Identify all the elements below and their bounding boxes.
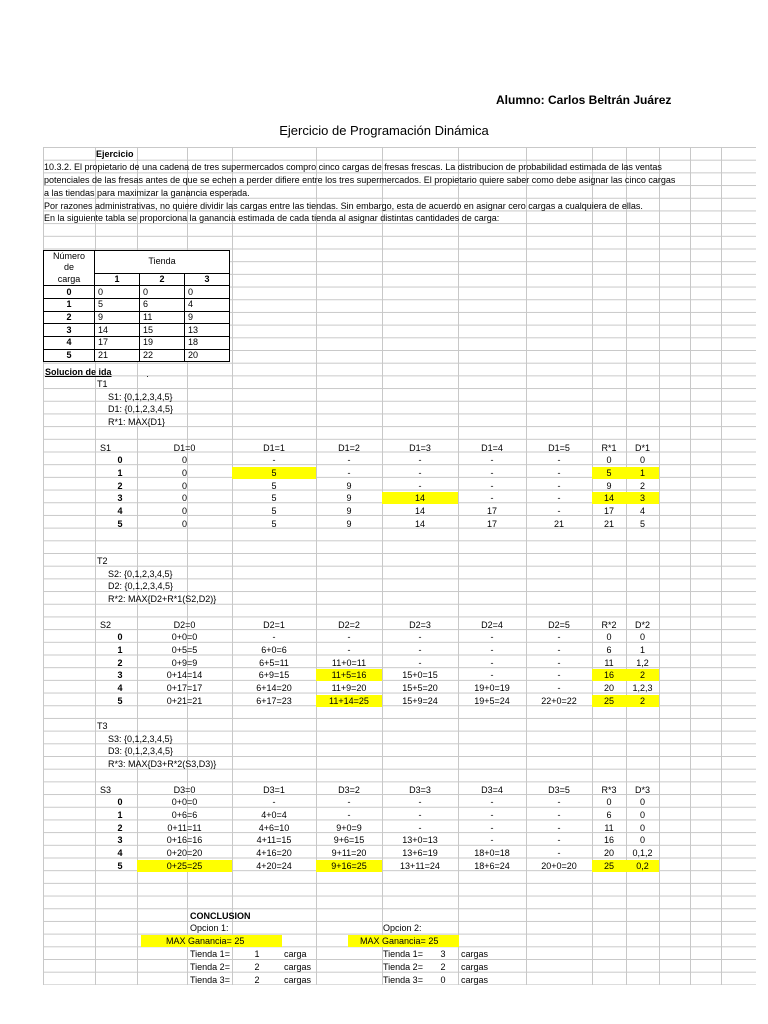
stage-d5-cell: - bbox=[557, 632, 561, 643]
stage-col-header: D2=2 bbox=[338, 619, 360, 630]
stage-state-cell: 4 bbox=[117, 848, 123, 858]
stage-rmax-cell: 20 bbox=[603, 683, 614, 693]
stage-d0-cell: 0+9=9 bbox=[171, 657, 198, 668]
stage-d5-cell: - bbox=[557, 644, 561, 655]
stage-col-header: D3=0 bbox=[173, 784, 196, 795]
page-title: Ejercicio de Programación Dinámica bbox=[279, 123, 489, 138]
profit-header-tienda: Tienda bbox=[95, 251, 230, 274]
stage-d2-cell: 9+6=15 bbox=[333, 835, 365, 846]
stage-d2-cell: - bbox=[347, 455, 351, 466]
stage-d3-cell: - bbox=[418, 822, 422, 833]
stage-dopt-cell: 0,2 bbox=[626, 860, 659, 872]
option-1-row-label: Tienda 1= bbox=[190, 949, 230, 959]
stage-d4-cell: 18+6=24 bbox=[474, 860, 510, 871]
stage-d1-cell: 5 bbox=[271, 493, 277, 504]
option-2-max-value: 25 bbox=[428, 936, 439, 946]
stage-state-cell: 1 bbox=[117, 467, 123, 478]
stage-d2-cell: 9+11=20 bbox=[331, 848, 367, 858]
stage-d3-cell: - bbox=[418, 480, 422, 491]
stage-col-header: D2=4 bbox=[481, 619, 503, 630]
profit-col-header: 3 bbox=[185, 273, 230, 286]
author-name: Alumno: Carlos Beltrán Juárez bbox=[496, 93, 672, 107]
stage-col-header: R*3 bbox=[601, 784, 617, 795]
option-2-max: MAX Ganancia= 25 bbox=[348, 935, 459, 947]
stage-label: T3 bbox=[97, 721, 108, 731]
stage-rmax-cell: 25 bbox=[592, 860, 626, 872]
stage-d0-cell: 0+14=14 bbox=[166, 670, 203, 681]
profit-value-cell: 9 bbox=[185, 311, 230, 324]
stage-col-header: D3=4 bbox=[481, 784, 503, 795]
stage-dopt-cell: 2 bbox=[626, 669, 659, 681]
stage-definition: S2: {0,1,2,3,4,5} bbox=[108, 568, 173, 579]
stage-d5-cell: - bbox=[557, 467, 561, 478]
stage-state-cell: 0 bbox=[117, 632, 123, 643]
stage-d1-cell: 5 bbox=[232, 467, 316, 479]
stage-rmax-cell: 25 bbox=[592, 695, 626, 707]
stage-d2-cell: - bbox=[347, 809, 351, 820]
stage-state-cell: 3 bbox=[117, 493, 123, 504]
stage-rmax-cell: 16 bbox=[603, 835, 614, 846]
stage-rmax-cell: 20 bbox=[603, 848, 614, 858]
stage-d5-cell: 20+0=20 bbox=[541, 860, 577, 871]
stage-dopt-cell: 2 bbox=[626, 695, 659, 707]
stage-d1-cell: 4+16=20 bbox=[256, 848, 292, 858]
stage-col-header: D*2 bbox=[634, 619, 650, 630]
stage-d4-cell: - bbox=[490, 797, 494, 808]
stage-state-cell: 3 bbox=[117, 835, 123, 846]
profit-value-cell: 19 bbox=[140, 336, 185, 349]
stage-d5-cell: - bbox=[557, 848, 561, 858]
stage-d0-cell: 0+11=11 bbox=[167, 822, 202, 833]
profit-value-cell: 15 bbox=[140, 324, 185, 337]
option-1-row-label: Tienda 2= bbox=[190, 962, 230, 972]
stage-d5-cell: - bbox=[557, 455, 561, 466]
stage-dopt-cell: 0 bbox=[639, 455, 645, 466]
stage-d3-cell: 15+0=15 bbox=[402, 670, 438, 681]
stage-d2-cell: - bbox=[347, 644, 351, 655]
stage-d0-cell: 0+25=25 bbox=[137, 860, 232, 872]
profit-row bbox=[44, 286, 230, 299]
stage-d3-cell: 14 bbox=[382, 492, 458, 504]
profit-row bbox=[44, 324, 230, 337]
stage-dopt-cell: 0 bbox=[639, 797, 645, 808]
stage-col-header: D*1 bbox=[634, 442, 650, 453]
stage-d2-cell: 11+14=25 bbox=[316, 695, 382, 707]
stage-rmax-cell: 0 bbox=[606, 455, 612, 466]
stage-rmax-cell: 0 bbox=[606, 797, 612, 808]
stage-rmax-cell: 0 bbox=[606, 632, 612, 643]
stage-d1-cell: 6+0=6 bbox=[261, 644, 287, 655]
option-1-row-unit: cargas bbox=[284, 962, 312, 972]
exercise-label: Ejercicio bbox=[96, 149, 134, 159]
stage-d0-cell: 0 bbox=[181, 480, 187, 491]
stage-dopt-cell: 5 bbox=[639, 518, 645, 529]
stage-dopt-cell: 0 bbox=[639, 809, 645, 820]
stage-d3-cell: - bbox=[418, 455, 422, 466]
profit-load-cell: 0 bbox=[44, 286, 95, 299]
profit-value-cell: 6 bbox=[140, 298, 185, 311]
option-2-label: Opcion 2: bbox=[383, 923, 422, 933]
profit-value-cell: 4 bbox=[185, 298, 230, 311]
profit-header-cargas-2: carga bbox=[44, 273, 95, 286]
option-1-row-value: 2 bbox=[254, 975, 260, 985]
stage-d4-cell: - bbox=[490, 670, 494, 681]
stage-rmax-cell: 6 bbox=[606, 644, 612, 655]
profit-load-cell: 3 bbox=[44, 324, 95, 337]
stage-d1-cell: - bbox=[272, 797, 276, 808]
stage-d1-cell: - bbox=[272, 455, 276, 466]
profit-col-header: 2 bbox=[140, 273, 185, 286]
stage-dopt-cell: 4 bbox=[639, 506, 645, 516]
stage-d0-cell: 0+0=0 bbox=[171, 632, 198, 643]
stray-mark: · bbox=[146, 371, 149, 381]
stage-d0-cell: 0 bbox=[181, 467, 187, 478]
stage-d0-cell: 0+17=17 bbox=[166, 683, 203, 693]
option-2-row-value: 3 bbox=[440, 949, 446, 959]
stage-d2-cell: 9 bbox=[346, 518, 352, 529]
stage-state-cell: 5 bbox=[117, 518, 123, 529]
stage-state-cell: 5 bbox=[117, 860, 123, 871]
profit-row bbox=[44, 311, 230, 324]
stage-d5-cell: - bbox=[557, 657, 561, 668]
stage-dopt-cell: 1 bbox=[626, 467, 659, 479]
profit-load-cell: 1 bbox=[44, 298, 95, 311]
profit-value-cell: 20 bbox=[185, 349, 230, 362]
stage-d0-cell: 0+5=5 bbox=[171, 644, 198, 655]
stage-d0-cell: 0 bbox=[181, 518, 187, 529]
conclusion-title: CONCLUSION bbox=[190, 911, 251, 921]
exercise-line: potenciales de las fresas antes de que se echen a perder difiere entre los tres supermercados. El propietario quiere saber como debe asignar las cinco cargas bbox=[44, 175, 676, 185]
stage-state-cell: 3 bbox=[117, 670, 123, 681]
stage-rmax-cell: 6 bbox=[606, 809, 612, 820]
stage-d5-cell: - bbox=[557, 683, 561, 693]
stage-d3-cell: 13+0=13 bbox=[402, 835, 438, 846]
stage-d5-cell: - bbox=[557, 493, 561, 504]
stage-d4-cell: - bbox=[490, 835, 494, 846]
stage-d0-cell: 0 bbox=[181, 506, 187, 516]
option-1-max: MAX Ganancia= 25 bbox=[141, 935, 282, 947]
profit-value-cell: 9 bbox=[95, 311, 140, 324]
option-2-row-unit: cargas bbox=[461, 962, 489, 972]
profit-load-cell: 2 bbox=[44, 311, 95, 324]
stage-d1-cell: - bbox=[272, 632, 276, 643]
stage-d2-cell: 11+9=20 bbox=[331, 683, 367, 693]
stage-d1-cell: 6+17=23 bbox=[256, 695, 292, 706]
stage-rmax-cell: 14 bbox=[592, 492, 626, 504]
stage-dopt-cell: 3 bbox=[626, 492, 659, 504]
profit-table-body bbox=[44, 286, 230, 362]
option-1-row-unit: cargas bbox=[284, 975, 312, 985]
option-2-row-value: 0 bbox=[440, 975, 446, 985]
profit-value-cell: 18 bbox=[185, 336, 230, 349]
profit-value-cell: 11 bbox=[140, 311, 185, 324]
option-2-row-label: Tienda 2= bbox=[383, 962, 423, 972]
stage-dopt-cell: 2 bbox=[639, 480, 645, 491]
option-2-row-unit: cargas bbox=[461, 949, 489, 959]
stage-d5-cell: - bbox=[557, 835, 561, 846]
stage-rmax-cell: 11 bbox=[604, 657, 614, 668]
stage-col-header: R*1 bbox=[601, 442, 617, 453]
stage-d4-cell: - bbox=[490, 493, 494, 504]
stage-dopt-cell: 1 bbox=[639, 644, 645, 655]
stage-col-header: S2 bbox=[100, 619, 112, 630]
stage-col-header: D1=4 bbox=[481, 442, 503, 453]
stage-d3-cell: 15+5=20 bbox=[402, 683, 438, 693]
stage-d4-cell: - bbox=[490, 657, 494, 668]
stage-col-header: S3 bbox=[100, 784, 112, 795]
stage-state-cell: 2 bbox=[117, 657, 123, 668]
profit-value-cell: 0 bbox=[95, 286, 140, 299]
option-1-row-value: 2 bbox=[254, 962, 260, 972]
stage-col-header: D3=5 bbox=[548, 784, 570, 795]
profit-header-cargas: Número de bbox=[44, 251, 95, 274]
option-2-row-label: Tienda 3= bbox=[383, 975, 423, 985]
stage-d0-cell: 0+6=6 bbox=[171, 809, 198, 820]
stage-d3-cell: - bbox=[418, 467, 422, 478]
stage-d4-cell: 19+5=24 bbox=[474, 695, 510, 706]
stage-state-cell: 4 bbox=[117, 683, 123, 693]
stage-d3-cell: - bbox=[418, 809, 422, 820]
stage-d4-cell: 19+0=19 bbox=[474, 683, 510, 693]
stage-dopt-cell: 1,2,3 bbox=[632, 683, 653, 693]
stage-d0-cell: 0 bbox=[181, 455, 187, 466]
stage-d2-cell: - bbox=[347, 632, 351, 643]
stage-d2-cell: 11+5=16 bbox=[316, 669, 382, 681]
option-1-row-value: 1 bbox=[254, 949, 260, 959]
stage-col-header: D3=3 bbox=[409, 784, 431, 795]
stage-d4-cell: - bbox=[490, 809, 494, 820]
stage-rmax-cell: 11 bbox=[604, 822, 614, 833]
stage-d1-cell: 4+20=24 bbox=[256, 860, 292, 871]
stage-d5-cell: 21 bbox=[553, 518, 564, 529]
stage-col-header: D1=2 bbox=[338, 442, 360, 453]
stage-col-header: D1=3 bbox=[409, 442, 431, 453]
stage-d5-cell: 22+0=22 bbox=[541, 695, 577, 706]
stage-d2-cell: 11+0=11 bbox=[331, 657, 367, 668]
stage-d1-cell: 4+0=4 bbox=[261, 809, 287, 820]
solution-title: Solucion de ida bbox=[45, 367, 112, 377]
stage-col-header: R*2 bbox=[601, 619, 617, 630]
stage-d4-cell: 18+0=18 bbox=[474, 848, 510, 858]
stage-d0-cell: 0+21=21 bbox=[166, 695, 203, 706]
stage-col-header: D1=5 bbox=[548, 442, 570, 453]
stage-d1-cell: 4+11=15 bbox=[256, 835, 292, 846]
stage-dopt-cell: 0 bbox=[639, 822, 645, 833]
stage-d1-cell: 4+6=10 bbox=[258, 822, 290, 833]
stage-d3-cell: 13+11=24 bbox=[400, 860, 440, 871]
profit-load-cell: 4 bbox=[44, 336, 95, 349]
stage-d2-cell: 9+16=25 bbox=[316, 860, 382, 872]
stage-state-cell: 0 bbox=[117, 455, 123, 466]
option-2-row-value: 2 bbox=[440, 962, 446, 972]
stage-col-header: S1 bbox=[100, 442, 112, 453]
profit-value-cell: 17 bbox=[95, 336, 140, 349]
stage-col-header: D3=2 bbox=[338, 784, 360, 795]
stage-rmax-cell: 16 bbox=[592, 669, 626, 681]
stage-definition: R*1: MAX{D1} bbox=[108, 417, 166, 428]
stage-label: T2 bbox=[97, 556, 108, 566]
exercise-line: a las tiendas para maximizar la ganancia esperada. bbox=[44, 188, 250, 198]
stage-definition: R*2: MAX{D2+R*1(S2,D2)} bbox=[108, 594, 217, 605]
stage-d5-cell: - bbox=[557, 797, 561, 808]
stage-d3-cell: 14 bbox=[414, 518, 425, 529]
profit-value-cell: 0 bbox=[140, 286, 185, 299]
stage-state-cell: 4 bbox=[117, 506, 123, 516]
stage-definition: S3: {0,1,2,3,4,5} bbox=[108, 733, 173, 744]
stage-definition: R*3: MAX{D3+R*2(S3,D3)} bbox=[108, 759, 217, 770]
stage-col-header: D2=0 bbox=[173, 619, 196, 630]
stage-d1-cell: 6+14=20 bbox=[256, 683, 292, 693]
stage-state-cell: 5 bbox=[117, 695, 123, 706]
stage-d2-cell: 9+0=9 bbox=[336, 822, 362, 833]
option-1-row-label: Tienda 3= bbox=[190, 975, 230, 985]
exercise-line: 10.3.2. El propietario de una cadena de tres supermercados compro cinco cargas de fresas frescas. La distribucion de probabilidad estimada de las ventas bbox=[44, 162, 662, 172]
stage-rmax-cell: 21 bbox=[603, 518, 614, 529]
profit-value-cell: 13 bbox=[185, 324, 230, 337]
option-1-label: Opcion 1: bbox=[190, 923, 229, 933]
stage-d1-cell: 6+9=15 bbox=[258, 670, 290, 681]
stage-definition: D2: {0,1,2,3,4,5} bbox=[108, 581, 174, 592]
exercise-line: Por razones administrativas, no quiere dividir las cargas entre las tiendas. Sin embargo, esta de acuerdo en asignar cero cargas a cualquiera de ellas. bbox=[44, 201, 643, 211]
profit-value-cell: 22 bbox=[140, 349, 185, 362]
stage-col-header: D1=1 bbox=[263, 442, 285, 453]
stage-state-cell: 2 bbox=[117, 480, 123, 491]
stage-dopt-cell: 1,2 bbox=[636, 657, 649, 668]
stage-rmax-cell: 9 bbox=[606, 480, 612, 491]
stage-d1-cell: 5 bbox=[271, 518, 277, 529]
stage-d0-cell: 0+16=16 bbox=[166, 835, 203, 846]
stage-label: T1 bbox=[97, 379, 108, 389]
stage-d4-cell: 17 bbox=[486, 506, 497, 516]
stage-d2-cell: - bbox=[347, 467, 351, 478]
stage-d5-cell: - bbox=[557, 480, 561, 491]
stage-d0-cell: 0 bbox=[181, 493, 187, 504]
stage-state-cell: 2 bbox=[117, 822, 123, 833]
stage-dopt-cell: 0 bbox=[639, 632, 645, 643]
profit-value-cell: 0 bbox=[185, 286, 230, 299]
stage-d3-cell: - bbox=[418, 797, 422, 808]
profit-value-cell: 5 bbox=[95, 298, 140, 311]
stage-col-header: D3=1 bbox=[263, 784, 285, 795]
option-2-row-label: Tienda 1= bbox=[383, 949, 423, 959]
stage-col-header: D*3 bbox=[634, 784, 650, 795]
stage-d0-cell: 0+20=20 bbox=[166, 848, 203, 858]
stage-state-cell: 0 bbox=[117, 797, 123, 808]
option-1-row-unit: carga bbox=[284, 949, 307, 959]
stage-rmax-cell: 5 bbox=[592, 467, 626, 479]
stage-d4-cell: - bbox=[490, 455, 494, 466]
stage-d2-cell: 9 bbox=[346, 480, 352, 491]
stage-col-header: D1=0 bbox=[173, 442, 196, 453]
stage-dopt-cell: 0,1,2 bbox=[632, 848, 653, 858]
stage-definition: D1: {0,1,2,3,4,5} bbox=[108, 404, 174, 415]
profit-row bbox=[44, 349, 230, 362]
stage-d2-cell: 9 bbox=[346, 506, 352, 516]
profit-row bbox=[44, 298, 230, 311]
stage-d2-cell: - bbox=[347, 797, 351, 808]
option-2-row-unit: cargas bbox=[461, 975, 489, 985]
stage-d2-cell: 9 bbox=[346, 493, 352, 504]
profit-row bbox=[44, 336, 230, 349]
stage-d3-cell: 13+6=19 bbox=[402, 848, 438, 858]
stage-state-cell: 1 bbox=[117, 644, 123, 655]
stage-d5-cell: - bbox=[557, 670, 561, 681]
stage-d3-cell: 15+9=24 bbox=[402, 695, 438, 706]
stage-d4-cell: 17 bbox=[486, 518, 497, 529]
profit-value-cell: 21 bbox=[95, 349, 140, 362]
profit-value-cell: 14 bbox=[95, 324, 140, 337]
stage-col-header: D2=1 bbox=[263, 619, 285, 630]
stage-d1-cell: 6+5=11 bbox=[259, 657, 289, 668]
stage-d1-cell: 5 bbox=[271, 480, 277, 491]
stage-d3-cell: - bbox=[418, 632, 422, 643]
exercise-line: En la siguiente tabla se proporciona la ganancia estimada de cada tienda al asignar distintas cantidades de carga: bbox=[44, 213, 500, 223]
stage-d5-cell: - bbox=[557, 809, 561, 820]
stage-d5-cell: - bbox=[557, 822, 561, 833]
stage-dopt-cell: 0 bbox=[639, 835, 645, 846]
stage-d4-cell: - bbox=[490, 480, 494, 491]
option-1-max-value: 25 bbox=[234, 936, 245, 946]
stage-col-header: D2=5 bbox=[548, 619, 570, 630]
profit-col-header: 1 bbox=[95, 273, 140, 286]
stage-rmax-cell: 17 bbox=[603, 506, 614, 516]
stage-col-header: D2=3 bbox=[409, 619, 431, 630]
stage-d0-cell: 0+0=0 bbox=[171, 797, 198, 808]
stage-d3-cell: - bbox=[418, 657, 422, 668]
stage-d4-cell: - bbox=[490, 467, 494, 478]
stage-state-cell: 1 bbox=[117, 809, 123, 820]
stage-definition: S1: {0,1,2,3,4,5} bbox=[108, 391, 173, 402]
stage-d3-cell: 14 bbox=[414, 506, 425, 516]
stage-d3-cell: - bbox=[418, 644, 422, 655]
stage-definition: D3: {0,1,2,3,4,5} bbox=[108, 746, 174, 757]
stage-d5-cell: - bbox=[557, 506, 561, 516]
stage-d1-cell: 5 bbox=[271, 506, 277, 516]
profit-table bbox=[43, 250, 230, 362]
stage-d4-cell: - bbox=[490, 822, 494, 833]
stage-d4-cell: - bbox=[490, 632, 494, 643]
stage-d4-cell: - bbox=[490, 644, 494, 655]
profit-load-cell: 5 bbox=[44, 349, 95, 362]
